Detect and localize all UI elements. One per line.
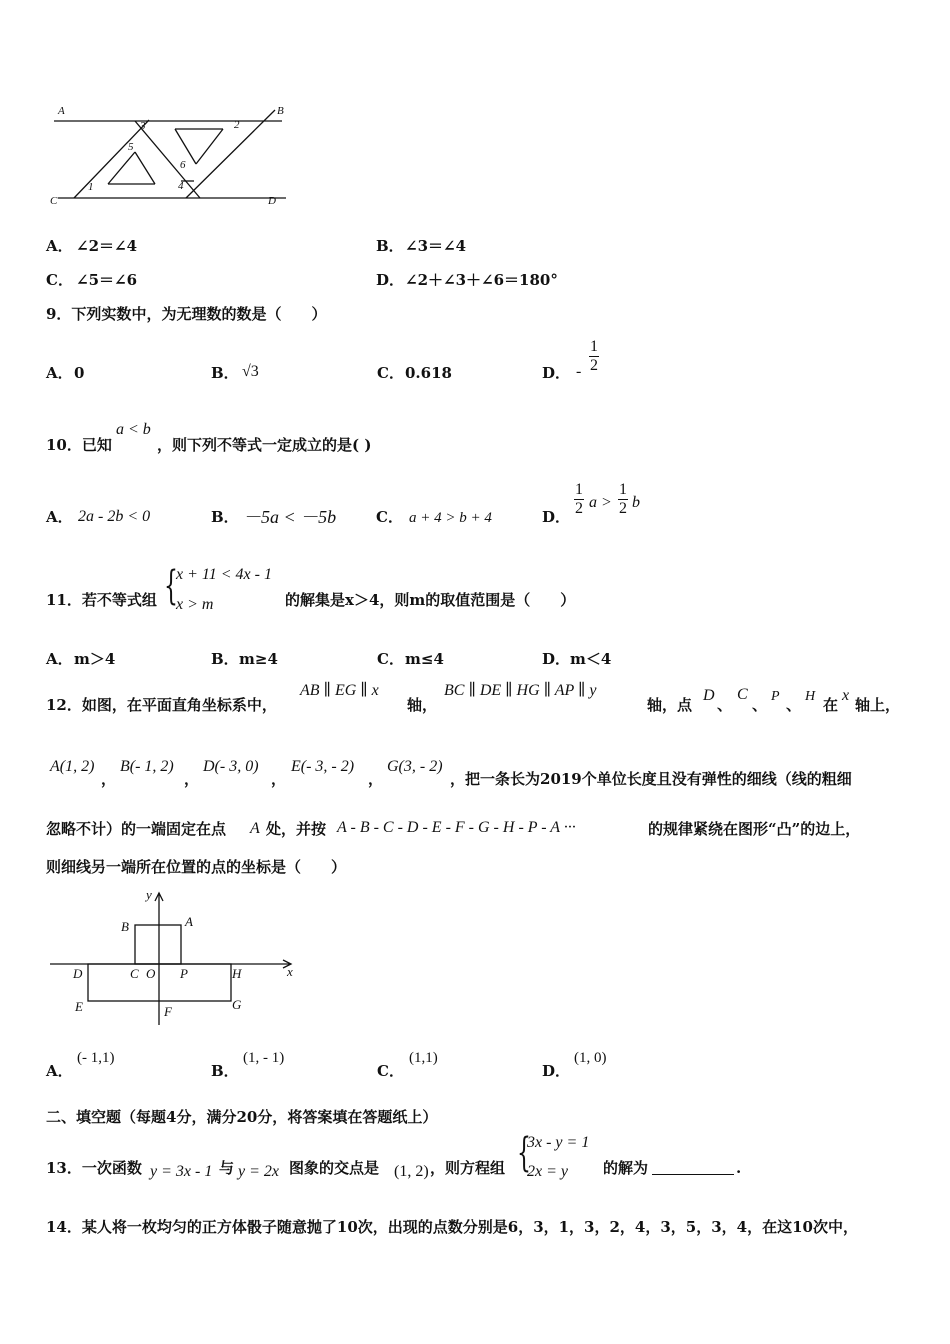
q13-stem-part5: 的解为 [603, 1159, 649, 1177]
q12-point-p: P [771, 689, 780, 704]
q9-option-c-letter: C． [377, 364, 404, 382]
q12-option-c-letter: C． [377, 1062, 404, 1080]
fig2-label-e: E [75, 999, 83, 1014]
q11-option-d-letter: D． [542, 650, 571, 668]
q12-winding-path: A - B - C - D - E - F - G - H - P - A ··· [337, 819, 576, 836]
fig2-label-d: D [73, 966, 83, 981]
q8-option-b: ∠3＝∠4 [405, 237, 467, 255]
q11-option-c: m≤4 [405, 650, 444, 668]
q12-line3-part-a: 忽略不计）的一端固定在点 [46, 820, 227, 838]
q13-stem-part4: ，则方程组 [430, 1159, 506, 1177]
q12-line3-part-c: 的规律紧绕在图形“凸”的边上， [648, 820, 861, 838]
figure-coordinate-shape [45, 885, 305, 1030]
q12-option-a: (- 1,1) [77, 1050, 115, 1066]
q12-stem-part4: 在 [823, 696, 839, 714]
q12-comma-4: ， [368, 770, 384, 788]
q12-option-c: (1,1) [409, 1050, 438, 1066]
q11-option-d: m＜4 [570, 650, 612, 668]
q9-option-a-letter: A． [46, 364, 73, 382]
q12-option-b-letter: B． [211, 1062, 239, 1080]
q12-comma-1: ， [101, 770, 117, 788]
q13-intersection: (1, 2) [394, 1163, 429, 1180]
q12-comma-2: ， [184, 770, 200, 788]
q12-stem-part2: 轴， [407, 696, 438, 714]
q11-inequality-1: x + 11 < 4x - 1 [176, 566, 272, 583]
q8-option-a: ∠2＝∠4 [76, 237, 138, 255]
figure-parallel-lines [48, 98, 298, 210]
fig2-label-o: O [146, 966, 156, 981]
q9-option-a: 0 [74, 364, 85, 382]
q12-option-d: (1, 0) [574, 1050, 607, 1066]
q10-stem-pre: 10．已知 [46, 436, 112, 454]
q10-option-c: a + 4 > b + 4 [409, 510, 492, 526]
label-C: C [50, 195, 58, 207]
q12-point-a-coord: A(1, 2) [50, 758, 95, 775]
q8-option-b-letter: B． [376, 237, 404, 255]
fig2-label-h: H [232, 966, 242, 981]
label-3: 3 [140, 120, 146, 132]
q12-point-d-coord: D(- 3, 0) [203, 758, 259, 775]
q12-comma-3: ， [271, 770, 287, 788]
q10-option-d-fraction-b [618, 481, 628, 518]
q8-option-a-letter: A． [46, 237, 73, 255]
q11-option-a-letter: A． [46, 650, 73, 668]
q11-stem-post: 的解集是x＞4，则m的取值范围是（ ） [285, 591, 576, 609]
fraction-numerator: 1 [619, 481, 627, 498]
q11-stem-pre: 11．若不等式组 [46, 591, 157, 609]
label-5: 5 [128, 141, 134, 153]
q10-option-d-b: b [632, 494, 640, 511]
q12-axis-x: x [842, 687, 850, 704]
fraction-denominator: 2 [619, 500, 627, 517]
q13-function-1: y = 3x - 1 [150, 1163, 213, 1180]
q13-stem-part2: 与 [219, 1159, 235, 1177]
q12-point-g-coord: G(3, - 2) [387, 758, 443, 775]
q10-option-a: 2a - 2b < 0 [78, 508, 151, 525]
fig2-label-b: B [121, 919, 129, 934]
q12-option-a-letter: A． [46, 1062, 73, 1080]
q12-sep-1: 、 [717, 696, 733, 714]
q9-option-d-letter: D． [542, 364, 571, 382]
q12-stem-part5: 轴上， [855, 696, 901, 714]
section-title: 二、填空题（每题4分，满分20分，将答案填在答题纸上） [46, 1108, 438, 1126]
q12-line2-tail: ，把一条长为2019个单位长度且没有弹性的细线（线的粗细 [450, 770, 852, 788]
q11-option-a: m＞4 [74, 650, 116, 668]
q12-sep-3: 、 [786, 696, 802, 714]
q12-point-h: H [805, 689, 816, 704]
fraction-numerator: 1 [590, 338, 598, 355]
q12-option-d-letter: D． [542, 1062, 571, 1080]
label-D: D [268, 195, 276, 207]
label-B: B [277, 105, 284, 117]
q9-option-b: √3 [242, 363, 259, 380]
q11-option-c-letter: C． [377, 650, 404, 668]
label-A: A [58, 105, 65, 117]
q11-system-brace: { [164, 563, 178, 609]
label-4: 4 [178, 180, 184, 192]
q13-stem-part3: 图象的交点是 [289, 1159, 380, 1177]
q12-sep-2: 、 [752, 696, 768, 714]
q12-line3-point-a: A [250, 820, 260, 837]
fig2-label-x: x [287, 964, 293, 979]
q9-option-d-fraction [589, 338, 599, 375]
q12-stem-part3: 轴，点 [647, 696, 693, 714]
q10-option-d-letter: D． [542, 508, 571, 526]
q13-system-brace: { [517, 1130, 531, 1176]
q13-end: . [736, 1159, 742, 1177]
q13-stem-part1: 13．一次函数 [46, 1159, 142, 1177]
q9-option-b-letter: B． [211, 364, 239, 382]
fraction-numerator: 1 [575, 481, 583, 498]
q10-option-b: －5a < －5b [243, 507, 337, 527]
q13-equation-1: 3x - y = 1 [527, 1134, 590, 1151]
q8-option-d-letter: D． [376, 271, 405, 289]
q9-option-d-sign: - [576, 363, 582, 380]
q13-equation-2: 2x = y [527, 1163, 568, 1180]
q10-option-d-a: a > [589, 494, 612, 511]
q8-option-c: ∠5＝∠6 [76, 271, 138, 289]
q12-math-1: AB ∥ EG ∥ x [300, 682, 379, 699]
q9-stem: 9．下列实数中，为无理数的数是（ ） [46, 305, 327, 323]
q12-option-b: (1, - 1) [243, 1050, 285, 1066]
fraction-denominator: 2 [590, 357, 598, 374]
label-6: 6 [180, 159, 186, 171]
q12-point-e-coord: E(- 3, - 2) [291, 758, 355, 775]
q13-answer-blank[interactable] [652, 1174, 734, 1175]
q10-option-d-fraction-a [574, 481, 584, 518]
fig2-label-p: P [180, 966, 188, 981]
label-1: 1 [88, 181, 94, 193]
q9-option-c: 0.618 [405, 364, 452, 382]
fraction-denominator: 2 [575, 500, 583, 517]
q12-point-b-coord: B(- 1, 2) [120, 758, 174, 775]
q12-stem-part1: 12．如图，在平面直角坐标系中， [46, 696, 277, 714]
q8-option-c-letter: C． [46, 271, 73, 289]
q12-math-2: BC ∥ DE ∥ HG ∥ AP ∥ y [444, 682, 597, 699]
fig2-label-y: y [146, 887, 152, 902]
q11-option-b-letter: B． [211, 650, 239, 668]
q10-option-b-letter: B． [211, 508, 239, 526]
q8-option-d: ∠2＋∠3＋∠6＝180° [405, 271, 558, 289]
q10-condition: a < b [116, 421, 151, 438]
q12-question: 则细线另一端所在位置的点的坐标是（ ） [46, 858, 347, 876]
q10-option-a-letter: A． [46, 508, 73, 526]
fig2-label-g: G [232, 997, 242, 1012]
fig2-label-c: C [130, 966, 139, 981]
q10-option-c-letter: C． [376, 508, 403, 526]
q12-point-c: C [737, 686, 748, 703]
q14-stem: 14．某人将一枚均匀的正方体骰子随意抛了10次，出现的点数分别是6，3，1，3，2，4，3，5，3，4，在这10次中， [46, 1218, 858, 1236]
q12-line3-part-b: 处，并按 [266, 820, 327, 838]
q12-point-d: D [703, 687, 715, 704]
q10-stem-post: ，则下列不等式一定成立的是( ) [157, 436, 372, 454]
q13-function-2: y = 2x [238, 1163, 279, 1180]
fig2-label-f: F [164, 1004, 172, 1019]
q11-option-b: m≥4 [239, 650, 278, 668]
q11-inequality-2: x > m [176, 596, 214, 613]
label-2: 2 [234, 119, 240, 131]
fig2-label-a: A [185, 914, 193, 929]
